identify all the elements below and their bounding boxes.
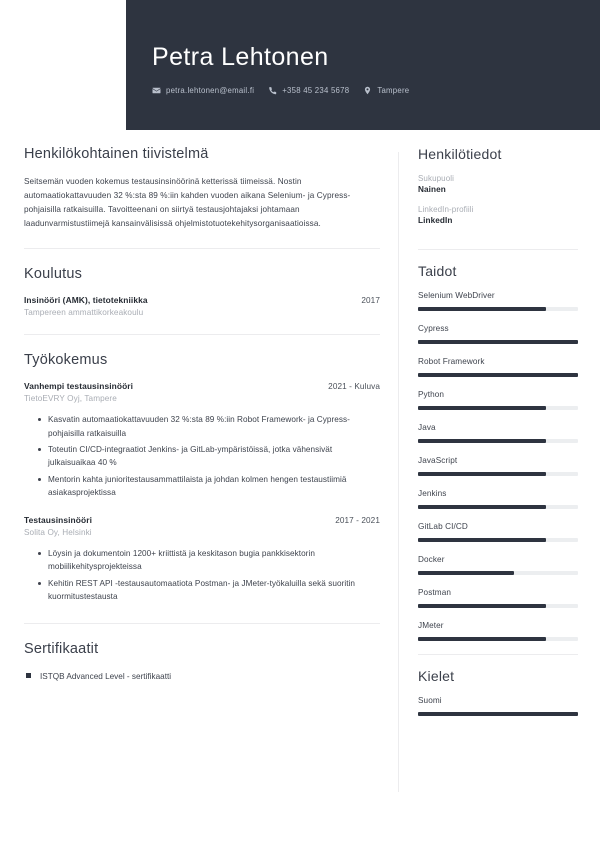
skill-bar-track (418, 439, 578, 443)
list-item: Kehitin REST API -testausautomaatiota Postman- ja JMeter-työkaluilla sekä suoritin kuormitustestausta (38, 577, 380, 604)
skill-name: Postman (418, 588, 452, 597)
contact-email-text: petra.lehtonen@email.fi (166, 85, 255, 95)
certificates-heading: Sertifikaatit (24, 641, 99, 658)
list-item: Löysin ja dokumentoin 1200+ kriittistä ja keskitason bugia pankkisektorin mobiilikehitysprojekteissa (38, 547, 380, 574)
skill-row (418, 357, 578, 377)
right-column (418, 146, 578, 729)
experience-entry (24, 515, 380, 603)
skill-row (418, 588, 578, 608)
envelope-icon (152, 86, 161, 95)
resume-header (126, 0, 600, 130)
skill-bar-fill (418, 439, 546, 443)
skill-bar-track (418, 406, 578, 410)
section-certificates (24, 641, 380, 683)
education-school: Tampereen ammattikorkeakoulu (24, 308, 144, 318)
education-entry (24, 295, 380, 317)
candidate-name: Petra Lehtonen (152, 43, 329, 71)
skill-name: Python (418, 390, 445, 399)
skill-bar-track (418, 340, 578, 344)
skill-row (418, 555, 578, 575)
skill-bar-fill (418, 637, 546, 641)
skill-bar-fill (418, 472, 546, 476)
skill-row (418, 456, 578, 476)
phone-icon (268, 86, 277, 95)
skill-name: Robot Framework (418, 357, 485, 366)
skill-name: JMeter (418, 621, 444, 630)
list-item: Mentorin kahta junioritestausammattilaista ja johdan kolmen hengen testaustiimiä asiakasprojektissa (38, 473, 380, 500)
skill-bar-fill (418, 406, 546, 410)
list-item: Kasvatin automaatiokattavuuden 32 %:sta 89 %:iin Robot Framework- ja Cypress-pohjaisilla ratkaisuilla (38, 413, 380, 440)
detail-value[interactable]: LinkedIn (418, 216, 453, 225)
skill-bar-fill (418, 604, 546, 608)
section-education (24, 266, 380, 317)
list-item: Toteutin CI/CD-integraatiot Jenkins- ja GitLab-ympäristöissä, jotka vähensivät julkaisuaikaa 40 % (38, 443, 380, 470)
skill-name: Docker (418, 555, 445, 564)
experience-heading: Työkokemus (24, 352, 108, 369)
experience-bullets (24, 413, 380, 499)
education-heading: Koulutus (24, 266, 83, 283)
education-year: 2017 (361, 296, 380, 306)
section-personal-details (418, 146, 578, 225)
section-summary (24, 146, 380, 231)
experience-dates: 2021 - Kuluva (328, 382, 380, 392)
skill-row (418, 291, 578, 311)
language-name: Suomi (418, 696, 442, 705)
skill-bar-fill (418, 538, 546, 542)
skill-row (418, 621, 578, 641)
experience-role: Vanhempi testausinsinööri (24, 381, 134, 392)
skill-bar-track (418, 307, 578, 311)
skill-bar-track (418, 373, 578, 377)
section-languages (418, 668, 578, 716)
language-bar-fill (418, 712, 578, 716)
list-item: ISTQB Advanced Level - sertifikaatti (26, 670, 380, 683)
contact-phone-text: +358 45 234 5678 (282, 85, 350, 95)
skill-bar-track (418, 604, 578, 608)
skills-list (418, 291, 578, 641)
skill-name: Cypress (418, 324, 449, 333)
skill-name: Jenkins (418, 489, 447, 498)
summary-text: Seitsemän vuoden kokemus testausinsinöörinä ketterissä tiimeissä. Nostin automaatiokattavuuden 32 %:sta 89 %:iin kahden vuoden aikana Selenium- ja Cypress-pohjaisilla ratkaisuilla. Tavoitteenani on siirtyä testausjohtajaksi johtamaan laadunvarmistustiimejä kansainvälisissä ohjelmistotuotekehitysorganisaatioissa. (24, 177, 351, 229)
skill-name: Java (418, 423, 436, 432)
contact-row (152, 86, 600, 95)
contact-phone[interactable] (268, 86, 349, 95)
detail-value: Nainen (418, 185, 446, 194)
skill-row (418, 390, 578, 410)
skill-bar-fill (418, 307, 546, 311)
language-row (418, 696, 578, 716)
detail-label: LinkedIn-profiili (418, 205, 474, 214)
skill-bar-track (418, 637, 578, 641)
skill-name: GitLab CI/CD (418, 522, 468, 531)
skill-bar-fill (418, 373, 578, 377)
experience-bullets (24, 547, 380, 603)
left-column (24, 146, 380, 683)
summary-heading: Henkilökohtainen tiivistelmä (24, 146, 209, 162)
personal-details-heading: Henkilötiedot (418, 146, 502, 162)
skill-bar-track (418, 472, 578, 476)
contact-location[interactable] (363, 86, 409, 95)
skill-bar-track (418, 538, 578, 542)
education-degree: Insinööri (AMK), tietotekniikka (24, 295, 148, 306)
experience-company: Solita Oy, Helsinki (24, 528, 92, 538)
detail-linkedin (418, 205, 578, 225)
column-divider (398, 152, 399, 792)
language-bar-track (418, 712, 578, 716)
section-experience (24, 352, 380, 603)
skill-row (418, 324, 578, 344)
skill-row (418, 522, 578, 542)
experience-company: TietoEVRY Oyj, Tampere (24, 394, 117, 404)
skill-row (418, 489, 578, 509)
experience-dates: 2017 - 2021 (335, 516, 380, 526)
section-skills (418, 263, 578, 641)
contact-location-text: Tampere (377, 85, 410, 95)
location-pin-icon (363, 86, 372, 95)
skill-bar-track (418, 505, 578, 509)
skill-name: JavaScript (418, 456, 458, 465)
certificates-list (24, 670, 380, 683)
skill-bar-fill (418, 571, 514, 575)
skills-heading: Taidot (418, 263, 457, 279)
skill-bar-fill (418, 340, 578, 344)
skill-bar-fill (418, 505, 546, 509)
experience-role: Testausinsinööri (24, 515, 92, 526)
skill-row (418, 423, 578, 443)
skill-name: Selenium WebDriver (418, 291, 495, 300)
experience-entry (24, 381, 380, 499)
detail-label: Sukupuoli (418, 174, 455, 183)
contact-email[interactable] (152, 86, 254, 95)
detail-gender (418, 174, 578, 194)
languages-list (418, 696, 578, 716)
languages-heading: Kielet (418, 668, 455, 684)
skill-bar-track (418, 571, 578, 575)
